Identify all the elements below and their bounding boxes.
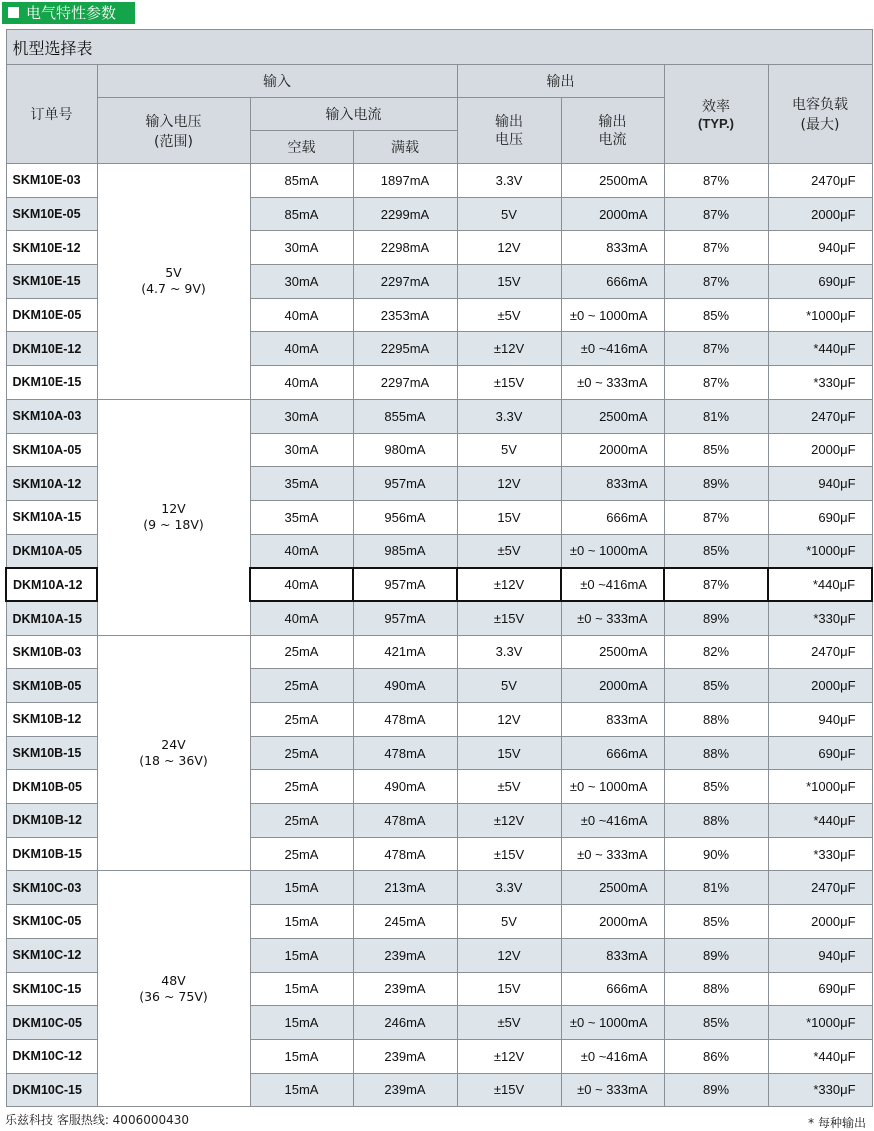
no-load-current-cell: 25mA xyxy=(250,736,353,770)
output-current-cell: 2000mA xyxy=(561,433,664,467)
no-load-current-cell: 40mA xyxy=(250,534,353,568)
capacitive-load-cell: 690μF xyxy=(768,736,872,770)
full-load-current-cell: 957mA xyxy=(353,568,457,602)
output-current-cell: 833mA xyxy=(561,938,664,972)
no-load-current-cell: 15mA xyxy=(250,1073,353,1107)
full-load-current-cell: 2297mA xyxy=(353,265,457,299)
efficiency-cell: 89% xyxy=(664,467,768,501)
no-load-current-cell: 35mA xyxy=(250,500,353,534)
input-voltage-range: (36 ~ 75V) xyxy=(139,988,208,1004)
output-current-cell: ±0 ~ 1000mA xyxy=(561,770,664,804)
output-voltage-cell: ±12V xyxy=(457,804,561,838)
output-current-cell: ±0 ~416mA xyxy=(561,332,664,366)
header-efficiency xyxy=(664,65,768,164)
model-cell: SKM10E-12 xyxy=(6,231,97,265)
output-current-cell: ±0 ~ 1000mA xyxy=(561,1006,664,1040)
output-voltage-cell: 12V xyxy=(457,703,561,737)
output-current-cell: 2500mA xyxy=(561,399,664,433)
model-cell: DKM10E-15 xyxy=(6,366,97,400)
model-cell: DKM10E-05 xyxy=(6,298,97,332)
output-voltage-cell: ±15V xyxy=(457,1073,561,1107)
capacitive-load-cell: 690μF xyxy=(768,500,872,534)
full-load-current-cell: 2353mA xyxy=(353,298,457,332)
full-load-current-cell: 490mA xyxy=(353,770,457,804)
no-load-current-cell: 25mA xyxy=(250,770,353,804)
efficiency-cell: 87% xyxy=(664,332,768,366)
capacitive-load-cell: 940μF xyxy=(768,467,872,501)
no-load-current-cell: 30mA xyxy=(250,231,353,265)
no-load-current-cell: 15mA xyxy=(250,1039,353,1073)
efficiency-cell: 88% xyxy=(664,736,768,770)
output-current-cell: 2500mA xyxy=(561,164,664,198)
output-voltage-cell: 15V xyxy=(457,972,561,1006)
output-voltage-cell: ±5V xyxy=(457,770,561,804)
full-load-current-cell: 2297mA xyxy=(353,366,457,400)
model-cell: SKM10E-05 xyxy=(6,197,97,231)
output-voltage-cell: 5V xyxy=(457,197,561,231)
table-row xyxy=(6,871,872,905)
efficiency-cell: 87% xyxy=(664,197,768,231)
capacitive-load-cell: 690μF xyxy=(768,265,872,299)
table-row xyxy=(6,399,872,433)
full-load-current-cell: 957mA xyxy=(353,601,457,635)
full-load-current-cell: 490mA xyxy=(353,669,457,703)
output-voltage-cell: 12V xyxy=(457,231,561,265)
footer-note: * 每种输出 xyxy=(808,1116,866,1130)
table-title: 机型选择表 xyxy=(6,30,872,65)
model-cell: SKM10C-03 xyxy=(6,871,97,905)
output-voltage-cell: ±15V xyxy=(457,837,561,871)
output-current-cell: 2000mA xyxy=(561,905,664,939)
input-voltage-cell xyxy=(97,871,250,1107)
output-current-cell: 833mA xyxy=(561,231,664,265)
output-current-cell: 666mA xyxy=(561,972,664,1006)
efficiency-cell: 85% xyxy=(664,298,768,332)
capacitive-load-cell: 690μF xyxy=(768,972,872,1006)
capacitive-load-cell: 940μF xyxy=(768,938,872,972)
input-voltage-cell xyxy=(97,635,250,871)
full-load-current-cell: 478mA xyxy=(353,703,457,737)
capacitive-load-cell: *330μF xyxy=(768,837,872,871)
no-load-current-cell: 15mA xyxy=(250,972,353,1006)
model-cell: SKM10E-15 xyxy=(6,265,97,299)
capacitive-load-cell: *440μF xyxy=(768,332,872,366)
output-current-cell: 666mA xyxy=(561,265,664,299)
efficiency-cell: 86% xyxy=(664,1039,768,1073)
model-cell: SKM10C-15 xyxy=(6,972,97,1006)
output-voltage-cell: ±12V xyxy=(457,332,561,366)
output-current-cell: ±0 ~ 1000mA xyxy=(561,298,664,332)
full-load-current-cell: 421mA xyxy=(353,635,457,669)
input-voltage-sub: (范围) xyxy=(154,133,193,150)
header-input-current: 输入电流 xyxy=(250,98,457,131)
header-no-load: 空载 xyxy=(250,131,353,164)
output-voltage-cell: 3.3V xyxy=(457,635,561,669)
efficiency-cell: 89% xyxy=(664,1073,768,1107)
output-voltage-cell: ±12V xyxy=(457,1039,561,1073)
input-voltage-label: 输入电压 xyxy=(145,113,202,130)
no-load-current-cell: 85mA xyxy=(250,197,353,231)
output-voltage-cell: ±5V xyxy=(457,534,561,568)
full-load-current-cell: 245mA xyxy=(353,905,457,939)
efficiency-cell: 85% xyxy=(664,905,768,939)
capacitive-load-cell: *1000μF xyxy=(768,770,872,804)
output-voltage-cell: ±5V xyxy=(457,298,561,332)
efficiency-cell: 87% xyxy=(664,231,768,265)
input-voltage-range: (18 ~ 36V) xyxy=(139,753,208,769)
efficiency-cell: 85% xyxy=(664,433,768,467)
full-load-current-cell: 239mA xyxy=(353,938,457,972)
full-load-current-cell: 2295mA xyxy=(353,332,457,366)
no-load-current-cell: 40mA xyxy=(250,298,353,332)
full-load-current-cell: 980mA xyxy=(353,433,457,467)
no-load-current-cell: 15mA xyxy=(250,1006,353,1040)
section-title: 电气特性参数 xyxy=(26,4,117,22)
model-cell: DKM10B-15 xyxy=(6,837,97,871)
no-load-current-cell: 35mA xyxy=(250,467,353,501)
efficiency-cell: 85% xyxy=(664,669,768,703)
output-current-cell: ±0 ~ 1000mA xyxy=(561,534,664,568)
capacitive-load-cell: *1000μF xyxy=(768,298,872,332)
header-input: 输入 xyxy=(97,65,457,98)
model-cell: DKM10B-05 xyxy=(6,770,97,804)
no-load-current-cell: 15mA xyxy=(250,938,353,972)
no-load-current-cell: 15mA xyxy=(250,905,353,939)
efficiency-cell: 87% xyxy=(664,265,768,299)
output-voltage-cell: ±12V xyxy=(457,568,561,602)
capacitive-load-cell: *440μF xyxy=(768,1039,872,1073)
capacitive-load-cell: *1000μF xyxy=(768,1006,872,1040)
no-load-current-cell: 30mA xyxy=(250,433,353,467)
output-current-cell: ±0 ~416mA xyxy=(561,568,664,602)
efficiency-cell: 89% xyxy=(664,601,768,635)
full-load-current-cell: 985mA xyxy=(353,534,457,568)
input-voltage-value: 5V xyxy=(165,265,182,281)
header-capacitive-load xyxy=(768,65,872,164)
full-load-current-cell: 2298mA xyxy=(353,231,457,265)
capacitive-load-cell: 2000μF xyxy=(768,197,872,231)
efficiency-cell: 87% xyxy=(664,568,768,602)
model-cell: DKM10A-15 xyxy=(6,601,97,635)
output-current-cell: 666mA xyxy=(561,500,664,534)
efficiency-label: 效率 xyxy=(702,99,730,115)
capacitive-load-sub: (最大) xyxy=(800,117,840,133)
no-load-current-cell: 30mA xyxy=(250,265,353,299)
capacitive-load-cell: 2470μF xyxy=(768,164,872,198)
output-current-cell: ±0 ~ 333mA xyxy=(561,1073,664,1107)
no-load-current-cell: 40mA xyxy=(250,601,353,635)
full-load-current-cell: 239mA xyxy=(353,1039,457,1073)
model-selection-table xyxy=(5,29,873,1107)
efficiency-cell: 85% xyxy=(664,770,768,804)
output-voltage-cell: ±15V xyxy=(457,366,561,400)
capacitive-load-cell: *440μF xyxy=(768,568,872,602)
no-load-current-cell: 30mA xyxy=(250,399,353,433)
capacitive-load-cell: *440μF xyxy=(768,804,872,838)
output-current-cell: 2500mA xyxy=(561,635,664,669)
efficiency-cell: 81% xyxy=(664,399,768,433)
model-cell: SKM10B-15 xyxy=(6,736,97,770)
output-voltage-cell: 5V xyxy=(457,433,561,467)
no-load-current-cell: 25mA xyxy=(250,837,353,871)
output-current-cell: ±0 ~ 333mA xyxy=(561,837,664,871)
header-output-current: 输出 电流 xyxy=(561,98,664,164)
output-voltage-cell: 5V xyxy=(457,669,561,703)
input-voltage-cell xyxy=(97,399,250,635)
efficiency-cell: 88% xyxy=(664,972,768,1006)
output-current-cell: ±0 ~416mA xyxy=(561,804,664,838)
input-voltage-value: 12V xyxy=(161,501,186,517)
model-cell: SKM10A-05 xyxy=(6,433,97,467)
model-cell: SKM10B-05 xyxy=(6,669,97,703)
output-current-cell: ±0 ~ 333mA xyxy=(561,366,664,400)
output-current-cell: 666mA xyxy=(561,736,664,770)
output-current-cell: 2000mA xyxy=(561,669,664,703)
model-cell: DKM10C-15 xyxy=(6,1073,97,1107)
model-cell: SKM10A-12 xyxy=(6,467,97,501)
no-load-current-cell: 25mA xyxy=(250,703,353,737)
model-cell: SKM10A-15 xyxy=(6,500,97,534)
input-voltage-range: (4.7 ~ 9V) xyxy=(141,281,206,297)
output-voltage-cell: 3.3V xyxy=(457,399,561,433)
capacitive-load-cell: *330μF xyxy=(768,366,872,400)
model-cell: DKM10A-12 xyxy=(6,568,97,602)
capacitive-load-cell: 2000μF xyxy=(768,433,872,467)
model-cell: SKM10C-12 xyxy=(6,938,97,972)
input-voltage-range: (9 ~ 18V) xyxy=(143,517,204,533)
section-header xyxy=(2,2,135,24)
header-output-voltage: 输出 电压 xyxy=(457,98,561,164)
model-cell: DKM10E-12 xyxy=(6,332,97,366)
table-row xyxy=(6,164,872,198)
capacitive-load-cell: *1000μF xyxy=(768,534,872,568)
efficiency-cell: 81% xyxy=(664,871,768,905)
full-load-current-cell: 2299mA xyxy=(353,197,457,231)
output-current-cell: 833mA xyxy=(561,467,664,501)
capacitive-load-cell: 2470μF xyxy=(768,871,872,905)
model-cell: DKM10C-12 xyxy=(6,1039,97,1073)
input-voltage-value: 24V xyxy=(161,737,186,753)
efficiency-cell: 82% xyxy=(664,635,768,669)
full-load-current-cell: 478mA xyxy=(353,736,457,770)
full-load-current-cell: 855mA xyxy=(353,399,457,433)
output-voltage-cell: ±15V xyxy=(457,601,561,635)
output-voltage-cell: 3.3V xyxy=(457,871,561,905)
efficiency-cell: 87% xyxy=(664,500,768,534)
output-voltage-cell: ±5V xyxy=(457,1006,561,1040)
input-voltage-value: 48V xyxy=(161,972,186,988)
model-cell: DKM10B-12 xyxy=(6,804,97,838)
model-cell: SKM10B-12 xyxy=(6,703,97,737)
full-load-current-cell: 478mA xyxy=(353,804,457,838)
efficiency-cell: 85% xyxy=(664,534,768,568)
model-cell: SKM10A-03 xyxy=(6,399,97,433)
capacitive-load-cell: 2000μF xyxy=(768,905,872,939)
output-current-cell: 833mA xyxy=(561,703,664,737)
capacitive-load-cell: *330μF xyxy=(768,1073,872,1107)
output-current-cell: ±0 ~ 333mA xyxy=(561,601,664,635)
capacitive-load-label: 电容负载 xyxy=(792,97,848,113)
model-cell: SKM10C-05 xyxy=(6,905,97,939)
model-cell: DKM10A-05 xyxy=(6,534,97,568)
capacitive-load-cell: 2470μF xyxy=(768,399,872,433)
capacitive-load-cell: 2000μF xyxy=(768,669,872,703)
header-output: 输出 xyxy=(457,65,664,98)
header-order-no: 订单号 xyxy=(6,65,97,164)
header-full-load: 满载 xyxy=(353,131,457,164)
output-current-cell: ±0 ~416mA xyxy=(561,1039,664,1073)
output-voltage-cell: 12V xyxy=(457,467,561,501)
no-load-current-cell: 25mA xyxy=(250,804,353,838)
efficiency-cell: 88% xyxy=(664,804,768,838)
efficiency-cell: 87% xyxy=(664,164,768,198)
output-current-cell: 2500mA xyxy=(561,871,664,905)
no-load-current-cell: 25mA xyxy=(250,669,353,703)
full-load-current-cell: 1897mA xyxy=(353,164,457,198)
table-row xyxy=(6,635,872,669)
efficiency-sub: (TYP.) xyxy=(698,116,734,131)
efficiency-cell: 90% xyxy=(664,837,768,871)
model-cell: DKM10C-05 xyxy=(6,1006,97,1040)
efficiency-cell: 89% xyxy=(664,938,768,972)
no-load-current-cell: 40mA xyxy=(250,366,353,400)
no-load-current-cell: 40mA xyxy=(250,332,353,366)
capacitive-load-cell: *330μF xyxy=(768,601,872,635)
capacitive-load-cell: 940μF xyxy=(768,703,872,737)
output-voltage-cell: 12V xyxy=(457,938,561,972)
no-load-current-cell: 40mA xyxy=(250,568,353,602)
header-input-voltage xyxy=(97,98,250,164)
output-current-cell: 2000mA xyxy=(561,197,664,231)
capacitive-load-cell: 2470μF xyxy=(768,635,872,669)
output-voltage-cell: 15V xyxy=(457,736,561,770)
efficiency-cell: 87% xyxy=(664,366,768,400)
square-icon xyxy=(8,7,19,18)
footer-hotline: 乐兹科技 客服热线: 4006000430 xyxy=(5,1113,190,1127)
full-load-current-cell: 957mA xyxy=(353,467,457,501)
no-load-current-cell: 15mA xyxy=(250,871,353,905)
no-load-current-cell: 25mA xyxy=(250,635,353,669)
full-load-current-cell: 213mA xyxy=(353,871,457,905)
output-voltage-cell: 15V xyxy=(457,265,561,299)
full-load-current-cell: 246mA xyxy=(353,1006,457,1040)
full-load-current-cell: 239mA xyxy=(353,972,457,1006)
no-load-current-cell: 85mA xyxy=(250,164,353,198)
input-voltage-cell xyxy=(97,164,250,400)
output-voltage-cell: 15V xyxy=(457,500,561,534)
efficiency-cell: 85% xyxy=(664,1006,768,1040)
output-voltage-cell: 5V xyxy=(457,905,561,939)
efficiency-cell: 88% xyxy=(664,703,768,737)
full-load-current-cell: 478mA xyxy=(353,837,457,871)
model-cell: SKM10E-03 xyxy=(6,164,97,198)
capacitive-load-cell: 940μF xyxy=(768,231,872,265)
full-load-current-cell: 956mA xyxy=(353,500,457,534)
output-voltage-cell: 3.3V xyxy=(457,164,561,198)
full-load-current-cell: 239mA xyxy=(353,1073,457,1107)
model-cell: SKM10B-03 xyxy=(6,635,97,669)
